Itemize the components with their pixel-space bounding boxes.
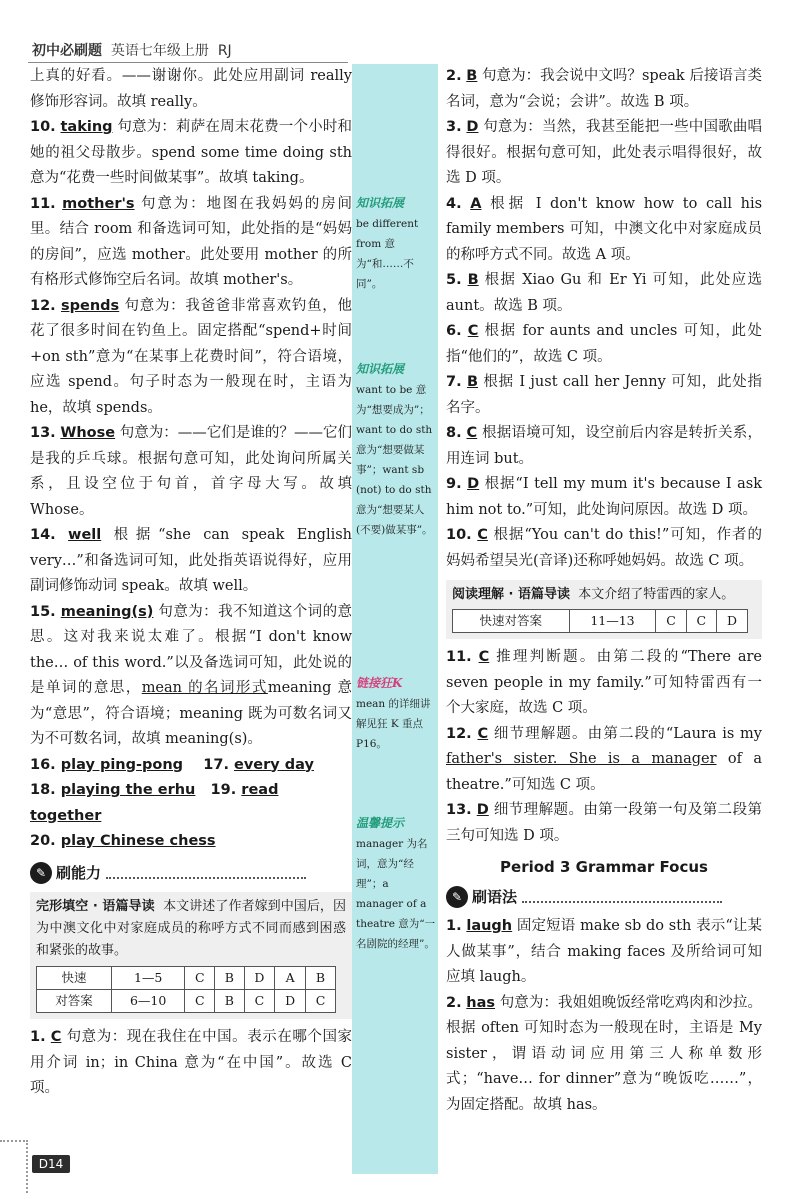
table-cell: C [185, 990, 215, 1013]
item-explanation: 固定短语 make sb do sth 表示“让某人做某事”，结合 making faces 及所给词可知应填 laugh。 [446, 918, 763, 985]
item-number: 13. [30, 425, 56, 441]
intro-paragraph: 上真的好看。——谢谢你。此处应用副词 really 修饰形容词。故填 really。 [30, 68, 352, 110]
section-badge-label: 刷能力 [56, 863, 102, 882]
item-answer: has [466, 994, 496, 1011]
item-explanation: 根据 Xiao Gu 和 Er Yi 可知，此处应选 aunt。故选 B 项。 [446, 272, 763, 314]
table-cell: A [275, 967, 306, 990]
tip-reminder [356, 812, 438, 954]
table-cell: B [215, 967, 244, 990]
guide-label: 阅读理解 · 语篇导读 [452, 587, 570, 602]
answer-item [446, 991, 762, 1119]
item-number: 10. [30, 119, 56, 135]
item-answer: D [476, 802, 489, 818]
item-answer: spends [61, 297, 120, 314]
section-badge [30, 861, 101, 885]
item-explanation: 句意为：——它们是谁的？——它们是我的乒乓球。根据句意可知，此处询问所属关系，且设空位于句首，首字母大写。故填 Whose。 [30, 425, 353, 518]
item-answer: every day [234, 756, 314, 773]
table-cell: C [244, 990, 275, 1013]
answer-item [446, 421, 762, 472]
answer-item [446, 472, 762, 523]
item-number: 14. [30, 527, 56, 543]
item-explanation: 句意为：当然，我甚至能把一些中国歌曲唱得很好。根据句意可知，此处表示唱得很好，故选 D 项。 [446, 119, 763, 186]
item-explanation: 句意为：我不知道这个词的意思。这对我来说太难了。根据“I don't know the… of this word.”以及备选词可知，此处说的是单词的意思， [30, 603, 353, 696]
reading-answer-table [452, 609, 748, 633]
item-answer: C [477, 527, 488, 543]
item-answer: A [470, 195, 482, 212]
answer-item [446, 798, 762, 849]
item-answer: C [467, 323, 479, 339]
item-answer: C [466, 425, 478, 441]
tip-title: 知识拓展 [356, 196, 405, 210]
item-explanation: 根据语境可知，设空前后内容是转折关系，用连词 but。 [446, 425, 763, 467]
item-explanation-underlined: father's sister. She is a manager [446, 751, 717, 767]
item-number: 19. [210, 782, 237, 798]
item-answer: C [477, 725, 489, 742]
table-row [453, 610, 748, 633]
table-cell: 6—10 [112, 990, 185, 1013]
item-answer: B [466, 68, 478, 84]
item-answer: B [466, 374, 479, 390]
item-explanation: 根据“You can't do this!”可知，作者的妈妈希望吴光(音译)还称呼她妈妈。故选 C 项。 [446, 527, 762, 569]
answer-item [30, 523, 352, 600]
tip-title: 温馨提示 [356, 816, 405, 830]
item-explanation: 句意为：我爸爸非常喜欢钓鱼，他花了很多时间在钓鱼上。固定搭配“spend+时间+on sth”意为“在某事上花费时间”，符合语境，应选 spend。句子时态为一般现在时，主语为 he，故填 spends。 [30, 297, 353, 416]
right-column [446, 64, 762, 1118]
item-explanation: 句意为：莉萨在周末花费一个小时和她的祖父母散步。spend some time doing sth 意为“花费一些时间做某事”。故填 taking。 [30, 119, 353, 186]
short-answer-row [30, 829, 352, 855]
tip-text: be different from 意为“和……不同”。 [356, 218, 419, 290]
item-number: 7. [446, 374, 462, 390]
answer-item [30, 421, 352, 523]
table-cell: C [656, 610, 686, 633]
header-rule [28, 62, 348, 63]
table-cell: D [716, 610, 747, 633]
section-badge [446, 885, 517, 909]
item-answer: D [466, 119, 479, 135]
item-explanation: meaning 意为“意思”，符合语境；meaning 既为可数名词又为不可数名词，故填 meaning(s)。 [30, 680, 352, 747]
table-cell: B [305, 967, 335, 990]
table-label: 对答案 [37, 990, 112, 1013]
item-number: 12. [446, 725, 472, 742]
answer-item [446, 645, 762, 722]
answer-item [446, 523, 762, 574]
answer-item [446, 115, 762, 192]
tip-knowledge-1 [356, 192, 438, 294]
item-answer: mother's [62, 195, 135, 212]
item-explanation: of a theatre.”可知选 C 项。 [446, 751, 762, 793]
item-answer: laugh [466, 918, 513, 934]
period-title: Period 3 Grammar Focus [500, 858, 708, 876]
item-explanation: 根据 I don't know how to call his family members 可知，中澳文化中对家庭成员的称呼方式不同。故选 A 项。 [446, 195, 763, 263]
item-number: 13. [446, 802, 472, 818]
pen-icon: ✎ [446, 886, 468, 908]
item-number: 11. [30, 195, 56, 212]
item-number: 10. [446, 527, 472, 543]
header-edition: RJ [217, 43, 232, 59]
table-cell: 1—5 [112, 967, 185, 990]
item-explanation: 推理判断题。由第二段的“There are seven people in my family.”可知特雷西有一个大家庭，故选 C 项。 [446, 649, 762, 716]
table-label: 快速 [37, 967, 112, 990]
page-number: D14 [32, 1155, 70, 1173]
answer-item [446, 722, 762, 799]
item-explanation: 句意为：我会说中文吗？speak 后接语言类名词，意为“会说；会讲”。故选 B 项。 [446, 68, 763, 110]
answer-item [30, 600, 352, 753]
answer-item [446, 64, 762, 115]
header-title: 初中必刷题 [32, 43, 102, 59]
item-answer: play Chinese chess [60, 833, 216, 849]
table-row [37, 990, 336, 1013]
table-cell: B [215, 990, 244, 1013]
answer-item [30, 1025, 352, 1102]
item-number: 9. [446, 476, 462, 492]
item-number: 1. [30, 1029, 46, 1045]
answer-item [30, 192, 352, 294]
short-answer-row [30, 778, 352, 829]
section-badge-label: 刷语法 [472, 887, 518, 906]
item-number: 5. [446, 272, 462, 288]
item-explanation: 根据“I tell my mum it's because I ask him not to.”可知，此处询问原因。故选 D 项。 [446, 476, 762, 518]
table-cell: D [244, 967, 275, 990]
item-answer: Whose [60, 425, 116, 441]
answer-item [30, 115, 352, 192]
item-explanation: 句意为：我姐姐晚饭经常吃鸡肉和沙拉。根据 often 可知时态为一般现在时，主语是 My sister，谓语动词应用第三人称单数形式；“have… for dinner”意为“晚饭吃……”，为固定搭配。故填 has。 [446, 994, 763, 1113]
answer-table [36, 966, 336, 1013]
item-explanation: 根据 for aunts and uncles 可知，此处指“他们的”，故选 C 项。 [446, 323, 763, 365]
tip-text: mean 的详细讲解见狂 K 重点 P16。 [356, 698, 431, 750]
answer-item [446, 370, 762, 421]
item-answer: playing the erhu [60, 782, 196, 798]
item-explanation: 根据“she can speak English very…”和备选词可知，此处指英语说得好，应用副词修饰动词 speak。故填 well。 [30, 527, 353, 594]
reading-guide-box [446, 580, 762, 639]
item-number: 2. [446, 994, 462, 1011]
table-label: 快速对答案 [453, 610, 570, 633]
cloze-guide-box [30, 892, 352, 1019]
item-answer: B [467, 272, 479, 288]
item-explanation: 句意为：地图在我妈妈的房间里。结合 room 和备选词可知，此处指的是“妈妈的房间”，应选 mother。此处要用 mother 的所有格形式修饰空后名词。故填 mother's。 [30, 195, 353, 288]
tip-title: 知识拓展 [356, 362, 405, 376]
item-explanation: 细节理解题。由第二段的“Laura is my [493, 725, 762, 742]
short-answer-row [30, 753, 352, 779]
answer-item [446, 268, 762, 319]
table-cell: C [686, 610, 716, 633]
item-answer: C [50, 1029, 62, 1045]
item-number: 12. [30, 297, 56, 314]
answer-item [446, 914, 762, 991]
tip-title: 链接狂K [356, 676, 403, 690]
item-number: 4. [446, 195, 462, 212]
section-header [30, 861, 352, 887]
corner-decoration [0, 1140, 28, 1193]
item-number: 16. [30, 756, 56, 773]
tip-text: manager 为名词，意为“经理”；a manager of a theatre 意为“一名剧院的经理”。 [356, 838, 436, 950]
dotted-divider [522, 891, 722, 903]
table-row [37, 967, 336, 990]
item-answer: read together [30, 782, 279, 824]
header-subtitle: 英语七年级上册 [110, 43, 209, 59]
item-number: 8. [446, 425, 462, 441]
left-column [30, 64, 352, 1102]
item-number: 20. [30, 833, 56, 849]
table-cell: C [185, 967, 215, 990]
pen-icon: ✎ [30, 862, 52, 884]
item-explanation-underlined: mean 的名词形式 [141, 680, 268, 696]
item-explanation: 句意为：现在我住在中国。表示在哪个国家用介词 in；in China 意为“在中国”。故选 C 项。 [30, 1029, 353, 1096]
tip-link [356, 672, 438, 754]
item-answer: play ping-pong [60, 756, 184, 773]
item-number: 17. [203, 756, 229, 773]
item-number: 11. [446, 649, 472, 665]
dotted-divider [106, 867, 306, 879]
tip-text: want to be 意为“想要成为”；want to do sth 意为“想要做某事”；want sb (not) to do sth 意为“想要某人(不要)做某事”。 [356, 384, 433, 536]
guide-text: 本文介绍了特雷西的家人。 [578, 587, 735, 602]
item-answer: well [68, 527, 102, 543]
guide-text: 本文讲述了作者嫁到中国后，因为中澳文化中对家庭成员的称呼方式不同而感到困惑和紧张的故事。 [36, 899, 346, 958]
item-number: 1. [446, 918, 462, 934]
page-header [32, 40, 232, 60]
table-cell: 11—13 [569, 610, 656, 633]
item-answer: C [478, 649, 490, 665]
guide-label: 完形填空 · 语篇导读 [36, 899, 155, 914]
item-explanation: 根据 I just call her Jenny 可知，此处指名字。 [446, 374, 763, 416]
table-cell: D [275, 990, 306, 1013]
answer-item [446, 319, 762, 370]
item-answer: taking [60, 119, 113, 135]
answer-item [446, 192, 762, 269]
table-cell: C [305, 990, 335, 1013]
item-number: 18. [30, 782, 56, 798]
tip-knowledge-2 [356, 358, 438, 540]
answer-item [30, 294, 352, 422]
item-answer: D [467, 476, 480, 492]
item-answer: meaning(s) [60, 603, 154, 620]
section-header [446, 885, 762, 911]
item-explanation: 细节理解题。由第一段第一句及第二段第三句可知选 D 项。 [446, 802, 763, 844]
item-number: 6. [446, 323, 462, 339]
item-number: 15. [30, 603, 56, 620]
item-number: 3. [446, 119, 462, 135]
item-number: 2. [446, 68, 462, 84]
